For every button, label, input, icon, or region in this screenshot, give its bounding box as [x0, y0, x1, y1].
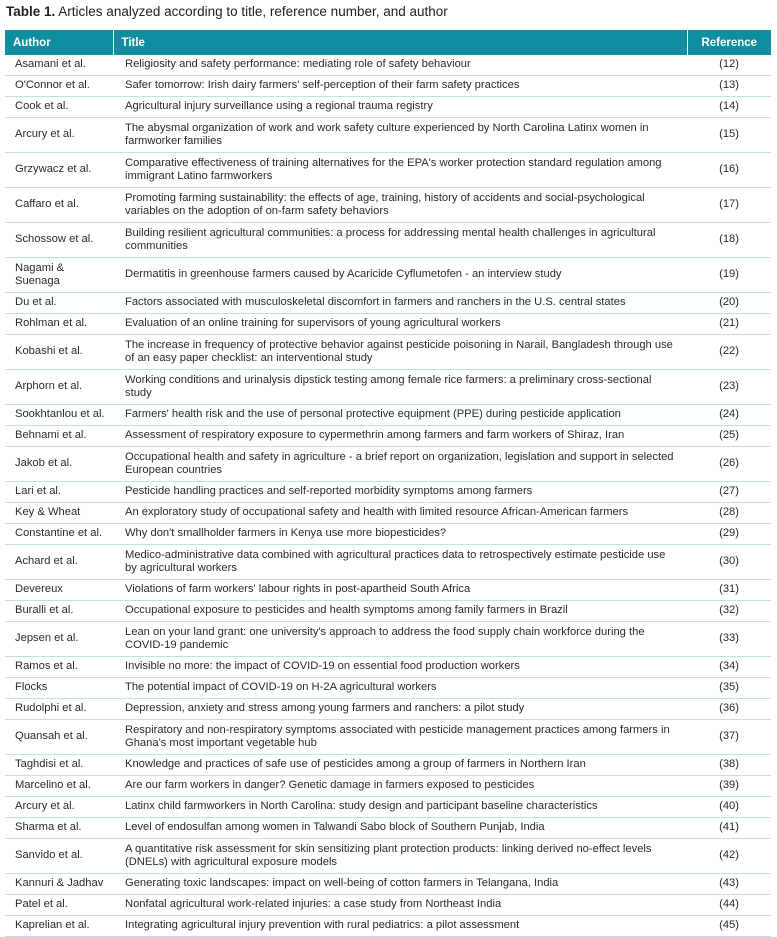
cell-author: Constantine et al.	[5, 524, 113, 545]
table-row	[5, 447, 771, 482]
table-row	[5, 55, 771, 76]
cell-title: Building resilient agricultural communities: a process for addressing mental health challenges in agricultural communities	[113, 223, 687, 258]
cell-author: Rohlman et al.	[5, 314, 113, 335]
cell-author: Jakob et al.	[5, 447, 113, 482]
cell-author: Jepsen et al.	[5, 622, 113, 657]
cell-author: Kannuri & Jadhav	[5, 874, 113, 895]
cell-title: The increase in frequency of protective behavior against pesticide poisoning in Narail, Bangladesh through use of an easy paper checklist: an interventional study	[113, 335, 687, 370]
table-row	[5, 524, 771, 545]
cell-reference: (45)	[687, 916, 771, 937]
table-row	[5, 720, 771, 755]
cell-author: Behnami et al.	[5, 426, 113, 447]
cell-reference: (32)	[687, 601, 771, 622]
table-row	[5, 916, 771, 937]
cell-author: Buralli et al.	[5, 601, 113, 622]
cell-reference: (43)	[687, 874, 771, 895]
table-row	[5, 699, 771, 720]
table-row	[5, 482, 771, 503]
cell-title: Invisible no more: the impact of COVID-19 on essential food production workers	[113, 657, 687, 678]
cell-reference: (42)	[687, 839, 771, 874]
cell-reference: (35)	[687, 678, 771, 699]
cell-reference: (22)	[687, 335, 771, 370]
table-row	[5, 76, 771, 97]
cell-author: Patel et al.	[5, 895, 113, 916]
table-row	[5, 188, 771, 223]
cell-reference: (21)	[687, 314, 771, 335]
cell-title: A quantitative risk assessment for skin sensitizing plant protection products: linking derived no-effect levels (DNELs) with agricultural exposure models	[113, 839, 687, 874]
cell-title: Generating toxic landscapes: impact on well-being of cotton farmers in Telangana, India	[113, 874, 687, 895]
cell-author: Schossow et al.	[5, 223, 113, 258]
cell-reference: (18)	[687, 223, 771, 258]
table-row	[5, 818, 771, 839]
table-row	[5, 797, 771, 818]
cell-author: Flocks	[5, 678, 113, 699]
cell-author: Marcelino et al.	[5, 776, 113, 797]
cell-reference: (30)	[687, 545, 771, 580]
cell-reference: (17)	[687, 188, 771, 223]
header-title: Title	[113, 30, 687, 55]
cell-title: Why don't smallholder farmers in Kenya use more biopesticides?	[113, 524, 687, 545]
cell-reference: (12)	[687, 55, 771, 76]
cell-title: The abysmal organization of work and work safety culture experienced by North Carolina Latinx women in farmworker families	[113, 118, 687, 153]
cell-author: Kobashi et al.	[5, 335, 113, 370]
cell-title: Integrating agricultural injury prevention with rural pediatrics: a pilot assessment	[113, 916, 687, 937]
cell-reference: (41)	[687, 818, 771, 839]
table-caption	[6, 4, 448, 19]
cell-title: Occupational health and safety in agriculture - a brief report on organization, legislation and support in selected European countries	[113, 447, 687, 482]
table-row	[5, 678, 771, 699]
cell-author: Arcury et al.	[5, 797, 113, 818]
table-row	[5, 405, 771, 426]
cell-title: Promoting farming sustainability: the effects of age, training, history of accidents and social-psychological variables on the adoption of on-farm safety behaviors	[113, 188, 687, 223]
cell-author: Grzywacz et al.	[5, 153, 113, 188]
cell-author: Caffaro et al.	[5, 188, 113, 223]
table-row	[5, 426, 771, 447]
cell-reference: (28)	[687, 503, 771, 524]
cell-title: Factors associated with musculoskeletal discomfort in farmers and ranchers in the U.S. central states	[113, 293, 687, 314]
articles-table	[5, 30, 771, 937]
cell-reference: (34)	[687, 657, 771, 678]
cell-reference: (40)	[687, 797, 771, 818]
cell-title: Lean on your land grant: one university's approach to address the food supply chain workforce during the COVID-19 pandemic	[113, 622, 687, 657]
cell-author: Key & Wheat	[5, 503, 113, 524]
header-reference: Reference	[687, 30, 771, 55]
cell-author: Sharma et al.	[5, 818, 113, 839]
cell-reference: (16)	[687, 153, 771, 188]
table-row	[5, 258, 771, 293]
cell-title: Farmers' health risk and the use of personal protective equipment (PPE) during pesticide application	[113, 405, 687, 426]
cell-author: Du et al.	[5, 293, 113, 314]
cell-reference: (20)	[687, 293, 771, 314]
table-row	[5, 622, 771, 657]
cell-author: Arcury et al.	[5, 118, 113, 153]
cell-reference: (19)	[687, 258, 771, 293]
cell-title: Latinx child farmworkers in North Carolina: study design and participant baseline characteristics	[113, 797, 687, 818]
cell-author: Nagami & Suenaga	[5, 258, 113, 293]
cell-title: Violations of farm workers' labour rights in post-apartheid South Africa	[113, 580, 687, 601]
cell-author: Rudolphi et al.	[5, 699, 113, 720]
cell-title: Knowledge and practices of safe use of pesticides among a group of farmers in Northern Iran	[113, 755, 687, 776]
cell-title: Dermatitis in greenhouse farmers caused by Acaricide Cyflumetofen - an interview study	[113, 258, 687, 293]
cell-author: Quansah et al.	[5, 720, 113, 755]
cell-author: Ramos et al.	[5, 657, 113, 678]
table-row	[5, 895, 771, 916]
table-row	[5, 503, 771, 524]
cell-reference: (27)	[687, 482, 771, 503]
table-caption-text: Articles analyzed according to title, reference number, and author	[58, 4, 448, 19]
table-row	[5, 755, 771, 776]
cell-reference: (31)	[687, 580, 771, 601]
cell-reference: (44)	[687, 895, 771, 916]
cell-title: Comparative effectiveness of training alternatives for the EPA's worker protection standard regulation among immigrant Latino farmworkers	[113, 153, 687, 188]
cell-title: Medico-administrative data combined with agricultural practices data to retrospectively estimate pesticide use by agricultural workers	[113, 545, 687, 580]
table-row	[5, 370, 771, 405]
cell-title: Respiratory and non-respiratory symptoms associated with pesticide management practices among farmers in Ghana's most important vegetable hub	[113, 720, 687, 755]
table-row	[5, 839, 771, 874]
cell-title: Safer tomorrow: Irish dairy farmers' self-perception of their farm safety practices	[113, 76, 687, 97]
cell-reference: (25)	[687, 426, 771, 447]
table-row	[5, 776, 771, 797]
cell-author: Sanvido et al.	[5, 839, 113, 874]
table-row	[5, 601, 771, 622]
cell-title: Assessment of respiratory exposure to cypermethrin among farmers and farm workers of Shiraz, Iran	[113, 426, 687, 447]
cell-author: Sookhtanlou et al.	[5, 405, 113, 426]
cell-title: Are our farm workers in danger? Genetic damage in farmers exposed to pesticides	[113, 776, 687, 797]
table-row	[5, 223, 771, 258]
cell-author: Arphorn et al.	[5, 370, 113, 405]
cell-reference: (15)	[687, 118, 771, 153]
cell-title: An exploratory study of occupational safety and health with limited resource African-American farmers	[113, 503, 687, 524]
cell-title: Level of endosulfan among women in Talwandi Sabo block of Southern Punjab, India	[113, 818, 687, 839]
cell-author: Taghdisi et al.	[5, 755, 113, 776]
cell-title: Evaluation of an online training for supervisors of young agricultural workers	[113, 314, 687, 335]
cell-author: Kaprelian et al.	[5, 916, 113, 937]
cell-author: Lari et al.	[5, 482, 113, 503]
table-row	[5, 153, 771, 188]
cell-reference: (14)	[687, 97, 771, 118]
cell-author: Asamani et al.	[5, 55, 113, 76]
table-header-row	[5, 30, 771, 55]
table-row	[5, 580, 771, 601]
table-row	[5, 657, 771, 678]
cell-author: Devereux	[5, 580, 113, 601]
cell-title: Occupational exposure to pesticides and health symptoms among family farmers in Brazil	[113, 601, 687, 622]
cell-reference: (39)	[687, 776, 771, 797]
cell-author: Cook et al.	[5, 97, 113, 118]
cell-reference: (36)	[687, 699, 771, 720]
table-row	[5, 97, 771, 118]
table-row	[5, 118, 771, 153]
cell-author: O'Connor et al.	[5, 76, 113, 97]
table-row	[5, 874, 771, 895]
header-author: Author	[5, 30, 113, 55]
table-body	[5, 55, 771, 937]
cell-reference: (29)	[687, 524, 771, 545]
table-row	[5, 293, 771, 314]
cell-title: Nonfatal agricultural work-related injuries: a case study from Northeast India	[113, 895, 687, 916]
table-row	[5, 314, 771, 335]
cell-title: Religiosity and safety performance: mediating role of safety behaviour	[113, 55, 687, 76]
cell-title: Working conditions and urinalysis dipstick testing among female rice farmers: a preliminary cross-sectional study	[113, 370, 687, 405]
cell-reference: (23)	[687, 370, 771, 405]
cell-reference: (33)	[687, 622, 771, 657]
cell-title: Agricultural injury surveillance using a regional trauma registry	[113, 97, 687, 118]
table-row	[5, 545, 771, 580]
cell-reference: (24)	[687, 405, 771, 426]
cell-title: Pesticide handling practices and self-reported morbidity symptoms among farmers	[113, 482, 687, 503]
cell-title: The potential impact of COVID-19 on H-2A agricultural workers	[113, 678, 687, 699]
cell-author: Achard et al.	[5, 545, 113, 580]
table-row	[5, 335, 771, 370]
cell-title: Depression, anxiety and stress among young farmers and ranchers: a pilot study	[113, 699, 687, 720]
cell-reference: (26)	[687, 447, 771, 482]
cell-reference: (38)	[687, 755, 771, 776]
cell-reference: (13)	[687, 76, 771, 97]
table-caption-label: Table 1.	[6, 4, 56, 19]
cell-reference: (37)	[687, 720, 771, 755]
